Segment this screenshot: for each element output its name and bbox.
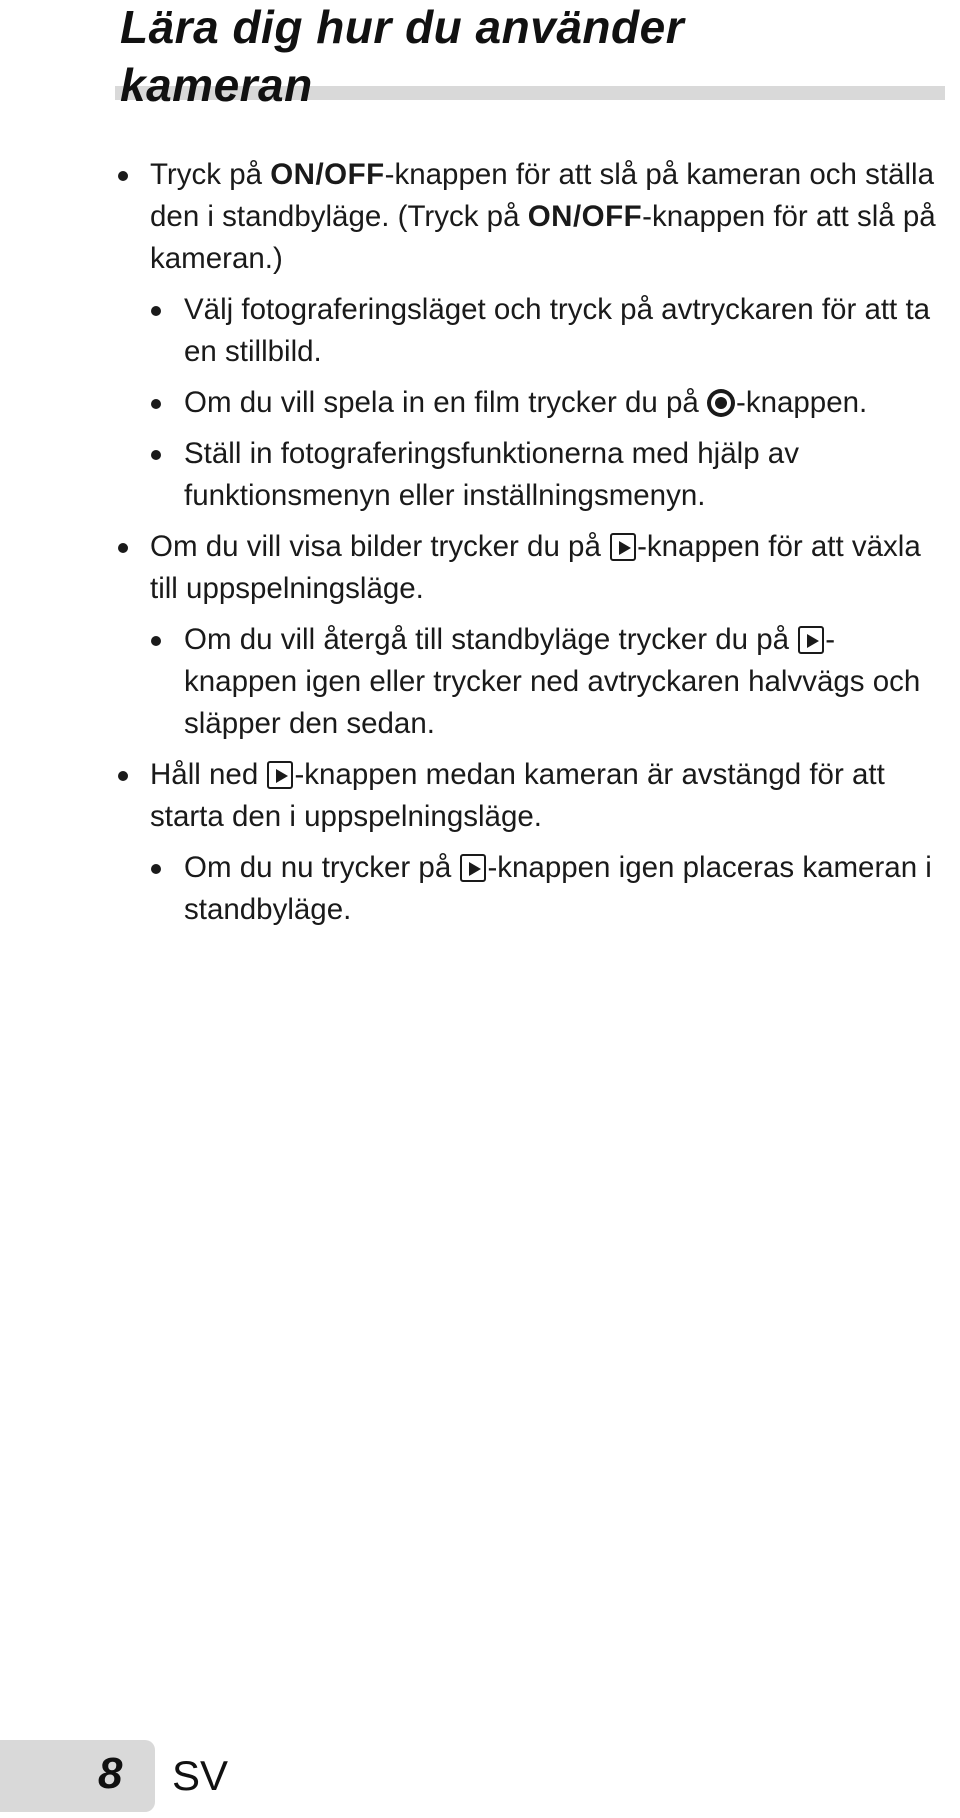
list-item-text: Om du nu trycker på xyxy=(184,851,460,884)
list-item-text: -knappen igen placeras kameran i standbyläge. xyxy=(184,851,932,926)
list-item-text: -knappen för att slå på kameran och ställa den i standbyläge. (Tryck på xyxy=(150,158,934,233)
bullet-icon xyxy=(118,171,128,181)
list-item xyxy=(118,289,948,373)
bullet-icon xyxy=(151,636,161,646)
page-title-line-2: kameran xyxy=(120,59,313,111)
list-item xyxy=(118,382,948,424)
list-item-text: -knappen för att slå på kameran.) xyxy=(150,200,936,275)
list-item xyxy=(118,433,948,517)
button-name-on-off: ON/OFF xyxy=(527,200,643,233)
bullet-icon xyxy=(151,399,161,409)
list-item-text: -knappen medan kameran är avstängd för att starta den i uppspelningsläge. xyxy=(150,758,885,833)
play-icon xyxy=(267,761,293,789)
list-item-text: -knappen igen eller trycker ned avtryckaren halvvägs och släpper den sedan. xyxy=(184,623,921,740)
title-underline xyxy=(345,86,945,100)
play-icon xyxy=(610,533,636,561)
play-icon xyxy=(798,626,824,654)
play-icon xyxy=(460,854,486,882)
language-code: SV xyxy=(172,1752,229,1799)
list-item xyxy=(118,754,948,838)
bullet-icon xyxy=(151,306,161,316)
bullet-icon xyxy=(151,864,161,874)
bullet-icon xyxy=(118,771,128,781)
list-item-text: Välj fotograferingsläget och tryck på avtryckaren för att ta en stillbild. xyxy=(184,293,931,368)
record-icon xyxy=(707,389,735,417)
list-item-text: Ställ in fotograferingsfunktionerna med hjälp av funktionsmenyn eller inställningsmenyn. xyxy=(184,437,799,512)
page-number: 8 xyxy=(98,1749,123,1798)
instruction-list xyxy=(118,154,948,940)
list-item-text: Tryck på xyxy=(150,158,271,191)
list-item-text: Om du vill visa bilder trycker du på xyxy=(150,530,610,563)
list-item xyxy=(118,154,948,280)
list-item-text: -knappen för att växla till uppspelningsläge. xyxy=(150,530,921,605)
list-item-text: Om du vill spela in en film trycker du på xyxy=(184,386,708,419)
list-item-text: Om du vill återgå till standbyläge trycker du på xyxy=(184,623,798,656)
list-item xyxy=(118,619,948,745)
list-item xyxy=(118,847,948,931)
page-title-line-1: Lära dig hur du använder xyxy=(120,1,685,53)
list-item-text: Håll ned xyxy=(150,758,267,791)
list-item-text: -knappen. xyxy=(736,386,868,419)
bullet-icon xyxy=(118,543,128,553)
list-item xyxy=(118,526,948,610)
button-name-on-off: ON/OFF xyxy=(270,158,385,191)
page-number-tab xyxy=(0,1740,155,1812)
bullet-icon xyxy=(151,450,161,460)
